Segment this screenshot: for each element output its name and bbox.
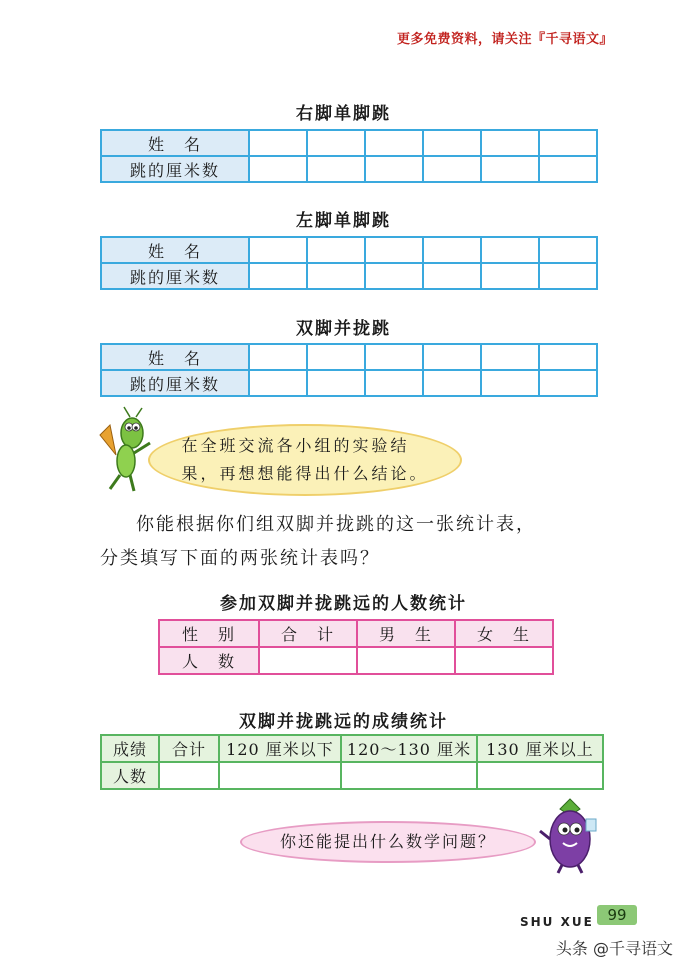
table-cell[interactable]	[249, 156, 307, 182]
table-cell[interactable]	[539, 130, 597, 156]
table-cell[interactable]	[539, 156, 597, 182]
both-feet-table	[100, 343, 598, 397]
table-cell[interactable]	[477, 762, 603, 789]
table-cell[interactable]	[307, 237, 365, 263]
table-cell[interactable]	[423, 237, 481, 263]
row-label: 人 数	[159, 647, 259, 674]
table-cell[interactable]	[423, 344, 481, 370]
left-foot-table	[100, 236, 598, 290]
table-cell[interactable]	[259, 647, 357, 674]
table-cell[interactable]	[481, 156, 539, 182]
table-row	[101, 263, 597, 289]
score-table	[100, 734, 604, 790]
table-cell[interactable]	[481, 237, 539, 263]
table-cell[interactable]	[307, 344, 365, 370]
table-row	[101, 130, 597, 156]
count-table-title: 参加双脚并拢跳远的人数统计	[220, 594, 467, 614]
table-cell[interactable]	[481, 130, 539, 156]
table-row	[101, 237, 597, 263]
table-cell[interactable]	[481, 344, 539, 370]
right-foot-table	[100, 129, 598, 183]
table-title-both-feet: 双脚并拢跳	[296, 319, 391, 339]
table-title-left-foot: 左脚单脚跳	[296, 211, 391, 231]
table-cell[interactable]	[357, 647, 455, 674]
table-cell[interactable]	[307, 156, 365, 182]
table-cell[interactable]	[249, 130, 307, 156]
header-cell: 130 厘米以上	[477, 735, 603, 762]
table-row	[159, 620, 553, 647]
table-cell[interactable]	[249, 344, 307, 370]
table-row	[159, 647, 553, 674]
speech-bubble-question	[240, 821, 536, 863]
distance-header: 跳的厘米数	[101, 370, 249, 396]
page-number: 99	[597, 905, 637, 925]
table-cell[interactable]	[249, 263, 307, 289]
eggplant-icon	[536, 795, 606, 875]
header-cell: 性 别	[159, 620, 259, 647]
table-cell[interactable]	[539, 370, 597, 396]
table-row	[101, 735, 603, 762]
count-table	[158, 619, 554, 675]
distance-header: 跳的厘米数	[101, 156, 249, 182]
question-line-2: 分类填写下面的两张统计表吗？	[100, 548, 380, 569]
bubble-line-1: 在全班交流各小组的实验结	[181, 436, 410, 455]
table-cell[interactable]	[423, 370, 481, 396]
table-cell[interactable]	[539, 263, 597, 289]
table-cell[interactable]	[539, 344, 597, 370]
name-header: 姓 名	[101, 237, 249, 263]
table-cell[interactable]	[307, 370, 365, 396]
bubble-line-2: 果，再想想能得出什么结论。	[181, 464, 429, 483]
subject-label: SHU XUE	[520, 915, 594, 929]
header-cell: 120～130 厘米	[341, 735, 477, 762]
table-cell[interactable]	[365, 237, 423, 263]
table-cell[interactable]	[481, 370, 539, 396]
table-cell[interactable]	[365, 156, 423, 182]
header-cell: 合计	[159, 735, 219, 762]
table-cell[interactable]	[455, 647, 553, 674]
name-header: 姓 名	[101, 130, 249, 156]
header-cell: 女 生	[455, 620, 553, 647]
header-cell: 合 计	[259, 620, 357, 647]
watermark-text: 头条 @千寻语文	[555, 939, 673, 958]
bubble-question-text: 你还能提出什么数学问题？	[279, 832, 496, 851]
table-cell[interactable]	[365, 263, 423, 289]
distance-header: 跳的厘米数	[101, 263, 249, 289]
header-cell: 男 生	[357, 620, 455, 647]
table-cell[interactable]	[423, 156, 481, 182]
table-cell[interactable]	[341, 762, 477, 789]
table-cell[interactable]	[307, 130, 365, 156]
promo-text: 更多免费资料，请关注『千寻语文』	[396, 32, 613, 47]
table-row	[101, 156, 597, 182]
table-cell[interactable]	[249, 237, 307, 263]
score-table-title: 双脚并拢跳远的成绩统计	[239, 712, 448, 732]
header-cell: 120 厘米以下	[219, 735, 341, 762]
table-cell[interactable]	[481, 263, 539, 289]
table-cell[interactable]	[159, 762, 219, 789]
table-row	[101, 370, 597, 396]
table-cell[interactable]	[423, 130, 481, 156]
question-line-1: 你能根据你们组双脚并拢跳的这一张统计表，	[136, 514, 536, 535]
table-title-right-foot: 右脚单脚跳	[296, 104, 391, 124]
table-cell[interactable]	[249, 370, 307, 396]
table-cell[interactable]	[423, 263, 481, 289]
table-cell[interactable]	[219, 762, 341, 789]
table-cell[interactable]	[539, 237, 597, 263]
table-cell[interactable]	[307, 263, 365, 289]
name-header: 姓 名	[101, 344, 249, 370]
table-cell[interactable]	[365, 130, 423, 156]
table-row	[101, 344, 597, 370]
row-label: 人数	[101, 762, 159, 789]
table-row	[101, 762, 603, 789]
table-cell[interactable]	[365, 344, 423, 370]
table-cell[interactable]	[365, 370, 423, 396]
header-cell: 成绩	[101, 735, 159, 762]
grasshopper-icon	[96, 405, 156, 495]
speech-bubble-discuss	[148, 424, 462, 496]
